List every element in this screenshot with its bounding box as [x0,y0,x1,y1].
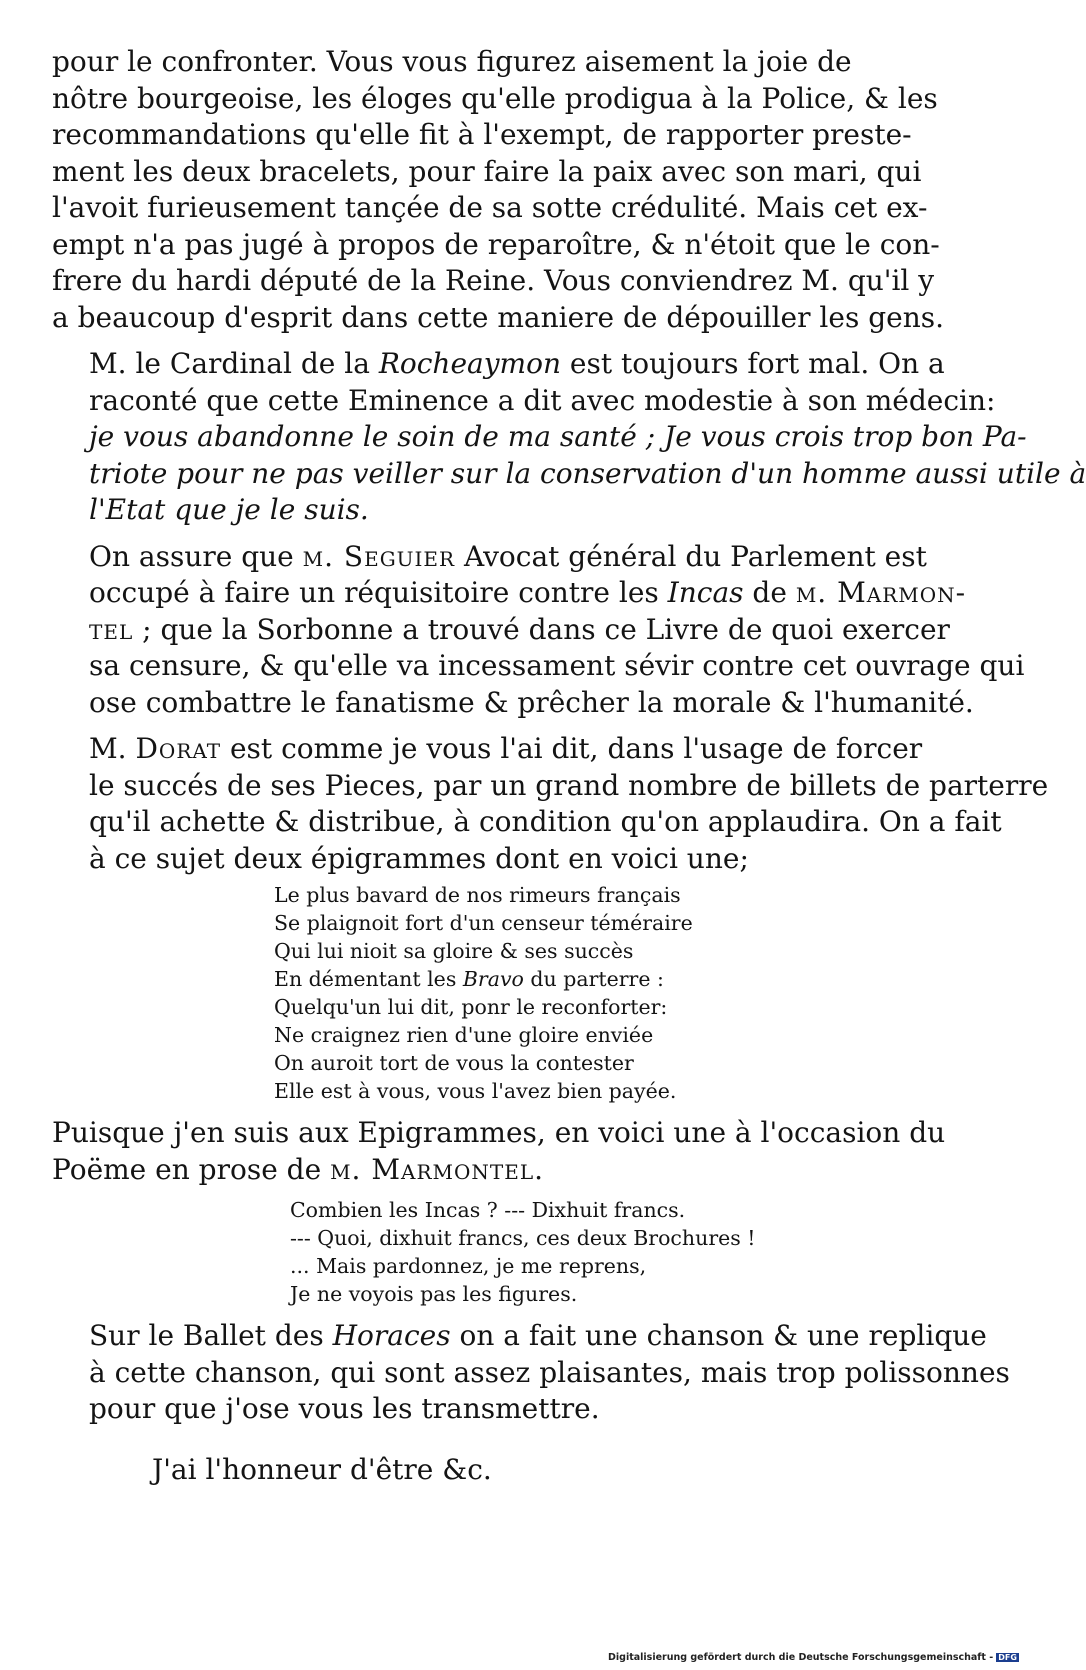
text-segment: Horaces [332,1319,451,1352]
text-segment: Sur le Ballet des [89,1319,333,1352]
text-line [89,575,967,612]
text-line [89,731,957,768]
text-segment: occupé à faire un réquisitoire contre les [89,576,668,609]
text-segment: --- Quoi, dixhuit francs, ces deux Brochures ! [290,1226,756,1250]
text-line [89,804,1002,841]
text-segment: M. le Cardinal de la [89,347,379,380]
footer-credit [608,1652,1019,1663]
text-line [52,300,957,337]
text-line [89,768,1049,805]
text-line [274,937,957,965]
text-segment: Bravo [462,967,524,991]
text-line [52,117,957,154]
text-segment: je vous abandonne le soin de ma santé ; Je vous crois trop bon Pa- [89,420,1027,453]
text-line [89,456,1086,493]
text-segment: du parterre : [523,967,664,991]
text-segment: frere du hardi député de la Reine. Vous conviendrez M. qu'il y [52,264,935,297]
text-line [89,419,1027,456]
text-segment: est toujours fort mal. On a [561,347,945,380]
text-line [274,909,957,937]
text-line [274,1077,957,1105]
text-line [89,1391,957,1428]
text-segment: empt n'a pas jugé à propos de reparoître, & n'étoit que le con- [52,227,940,261]
paragraph [52,44,957,336]
text-line [89,346,957,383]
text-line [290,1224,957,1252]
text-segment: Quelqu'un lui dit, ponr le reconforter: [274,995,668,1019]
text-line [52,81,957,118]
text-segment: ; que la Sorbonne a trouvé dans ce Livre de quoi exercer [133,612,950,646]
paragraph-ballet-horaces [52,1318,1010,1428]
text-line [274,965,957,993]
text-line [89,841,957,878]
text-segment: à ce sujet deux épigrammes dont en voici une; [89,841,749,875]
text-line [52,263,957,300]
text-segment: Elle est à vous, vous l'avez bien payée. [274,1079,677,1103]
text-line [274,881,957,909]
footer-text: Digitalisierung gefördert durch die Deutsche Forschungsgemeinschaft - [608,1652,994,1663]
text-segment: M. [89,732,136,765]
paragraphs-group [52,44,1086,877]
text-segment: à cette chanson, qui sont assez plaisantes, mais trop polissonnes [89,1355,1010,1389]
page-body [52,44,1086,1488]
text-line [89,383,996,420]
text-segment: nôtre bourgeoise, les éloges qu'elle prodigua à la Police, & les [52,81,938,115]
paragraph [52,731,1049,877]
text-segment: qu'il achette & distribue, à condition qu'on applaudira. On a fait [89,805,1002,838]
text-segment: ... Mais pardonnez, je me reprens, [290,1254,647,1278]
text-segment: m. Seguier [302,539,456,573]
text-segment: ose combattre le fanatisme & prêcher la morale & l'humanité. [89,685,974,719]
text-segment: on a fait une chanson & une replique [450,1319,987,1352]
text-line [89,612,957,649]
text-segment: triote pour ne pas veiller sur la conservation d'un homme aussi utile à [89,456,1086,490]
text-segment: On assure que [89,539,303,573]
text-segment: Dorat [135,732,222,765]
text-segment: l'Etat que je le suis. [89,493,369,526]
text-segment: pour le confronter. Vous vous figurez aisement la joie de [52,45,852,78]
text-line [89,1355,1010,1392]
text-segment: de [743,576,796,609]
text-segment: Avocat général du Parlement est [455,539,927,573]
paragraph [52,346,1086,529]
text-segment: le succés de ses Pieces, par un grand nombre de billets de parterre [89,768,1049,802]
text-segment: Qui lui nioit sa gloire & ses succès [274,939,634,963]
text-line [290,1196,957,1224]
text-line [52,1115,957,1152]
text-segment: a beaucoup d'esprit dans cette maniere de dépouiller les gens. [52,300,945,334]
text-line [290,1252,957,1280]
text-line [52,190,957,227]
epigram-verse-1 [52,881,957,1105]
text-segment: sa censure, & qu'elle va incessament sévir contre cet ouvrage qui [89,649,1025,682]
text-line [89,685,974,722]
closing-formula: J'ai l'honneur d'être &c. [152,1452,492,1486]
text-line [290,1280,957,1308]
text-segment: est comme je vous l'ai dit, dans l'usage de forcer [221,732,923,765]
text-segment: Incas [667,576,744,609]
text-segment: En démentant les [274,967,463,991]
text-segment: Se plaignoit fort d'un censeur téméraire [274,911,693,935]
text-line [274,1021,957,1049]
text-segment: recommandations qu'elle fit à l'exempt, de rapporter preste- [52,118,912,151]
text-segment: Combien les Incas ? --- Dixhuit francs. [290,1198,686,1222]
text-line [89,1318,987,1355]
paragraph-epigram-intro [52,1115,957,1188]
text-segment: Ne craignez rien d'une gloire enviée [274,1023,654,1047]
text-segment: tel [89,612,134,646]
text-segment: Puisque j'en suis aux Epigrammes, en voici une à l'occasion du [52,1116,946,1149]
text-segment: ment les deux bracelets, pour faire la paix avec son mari, qui [52,154,922,188]
text-segment: pour que j'ose vous les transmettre. [89,1392,600,1425]
epigram-verse-2 [52,1196,957,1308]
text-segment: m. Marmontel. [330,1152,545,1186]
text-segment: On auroit tort de vous la contester [274,1051,634,1075]
text-line [52,1152,957,1189]
text-line [274,1049,957,1077]
text-segment: l'avoit furieusement tançée de sa sotte crédulité. Mais cet ex- [52,191,928,224]
text-line [274,993,957,1021]
text-line [52,154,957,191]
text-segment: raconté que cette Eminence a dit avec modestie à son médecin: [89,383,996,417]
paragraph [52,539,1025,722]
text-segment: m. Marmon- [795,576,967,609]
text-line [89,539,957,576]
text-segment: Je ne voyois pas les figures. [290,1282,578,1306]
text-segment: Poëme en prose de [52,1152,331,1186]
text-line [89,648,1025,685]
dfg-logo: DFG [998,1653,1017,1662]
text-line [89,492,957,529]
text-segment: Le plus bavard de nos rimeurs français [274,883,681,907]
text-line [52,227,957,264]
text-line [52,44,957,81]
text-segment: Rocheaymon [378,347,561,380]
